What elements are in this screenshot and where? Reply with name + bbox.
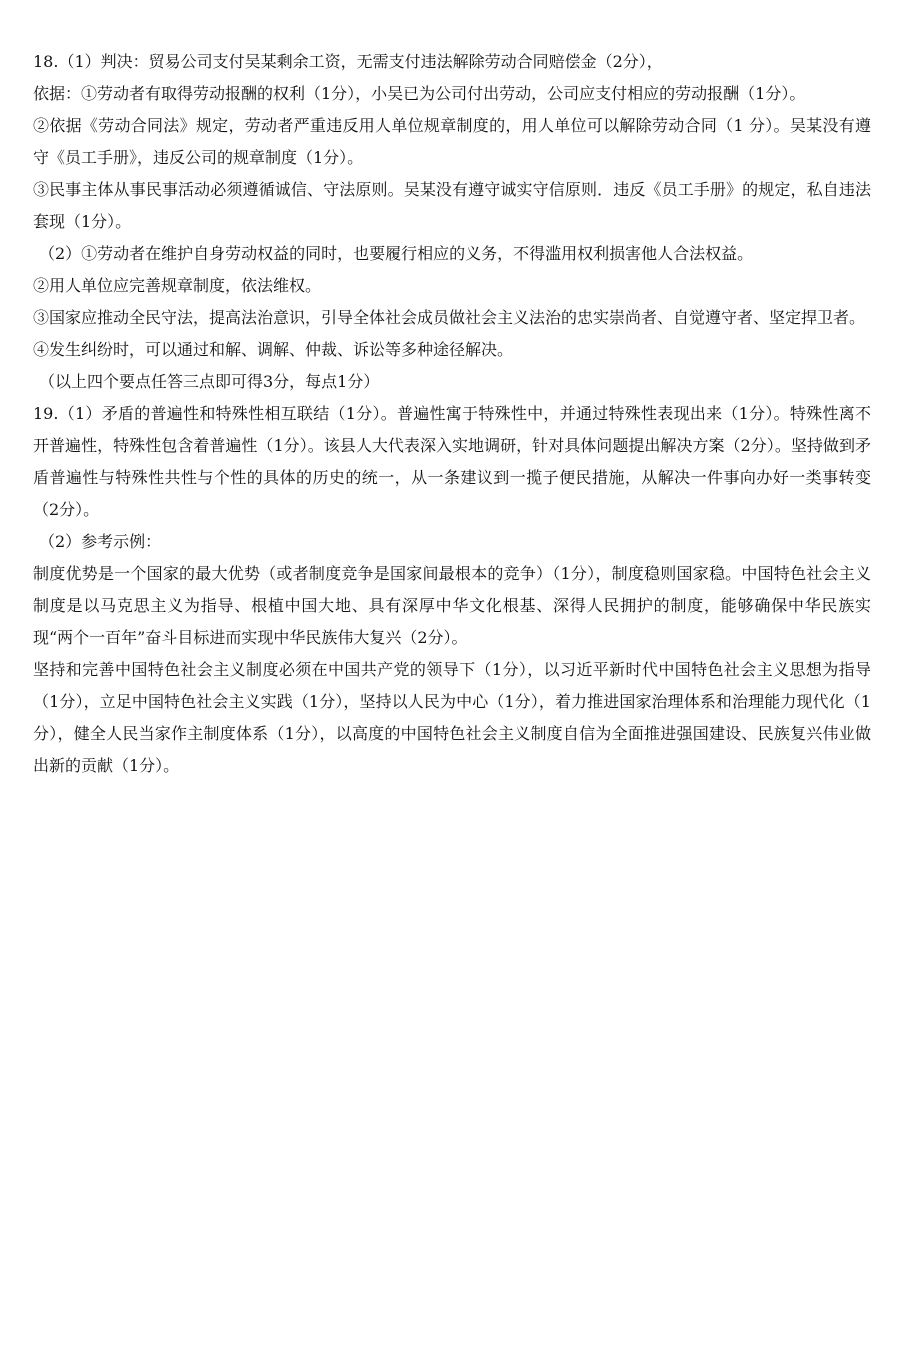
q18-scoring-note: （以上四个要点任答三点即可得3分，每点1分） [39, 372, 380, 391]
q18-part2-point-2: ②用人单位应完善规章制度，依法维权。 [33, 276, 322, 295]
q18-part1-verdict: 18.（1）判决：贸易公司支付吴某剩余工资，无需支付违法解除劳动合同赔偿金（2分）， [33, 52, 663, 71]
q18-basis-1: 依据：①劳动者有取得劳动报酬的权利（1分），小吴已为公司付出劳动，公司应支付相应的劳动报酬（1分）。 [33, 84, 806, 103]
q19-part1: 19.（1）矛盾的普遍性和特殊性相互联结（1分）。普遍性寓于特殊性中，并通过特殊性表现出来（1分）。特殊性离不开普遍性，特殊性包含着普遍性（1分）。该县人大代表深入实地调研，针对具体问题提出解决方案（2分）。坚持做到矛盾普遍性与特殊性共性与个性的具体的历史的统一，从一条建议到一揽子便民措施，从解决一件事向办好一类事转变（2分）。 [33, 404, 871, 519]
q18-part2-point-1: （2）①劳动者在维护自身劳动权益的同时，也要履行相应的义务，不得滥用权利损害他人合法权益。 [39, 244, 754, 263]
q19-part2-heading: （2）参考示例： [39, 532, 162, 551]
q19-part2-para-1: 制度优势是一个国家的最大优势（或者制度竞争是国家间最根本的竞争）（1分），制度稳则国家稳。中国特色社会主义制度是以马克思主义为指导、根植中国大地、具有深厚中华文化根基、深得人民拥护的制度，能够确保中华民族实现“两个一百年”奋斗目标进而实现中华民族伟大复兴（2分）。 [33, 564, 871, 647]
q19-part2-para-2: 坚持和完善中国特色社会主义制度必须在中国共产党的领导下（1分），以习近平新时代中国特色社会主义思想为指导（1分），立足中国特色社会主义实践（1分），坚持以人民为中心（1分），着力推进国家治理体系和治理能力现代化（1分），健全人民当家作主制度体系（1分），以高度的中国特色社会主义制度自信为全面推进强国建设、民族复兴伟业做出新的贡献（1分）。 [33, 660, 871, 775]
q18-basis-3: ③民事主体从事民事活动必须遵循诚信、守法原则。吴某没有遵守诚实守信原则．违反《员工手册》的规定，私自违法套现（1分）。 [33, 180, 871, 231]
q18-part2-point-4: ④发生纠纷时，可以通过和解、调解、仲裁、诉讼等多种途径解决。 [33, 340, 514, 359]
q18-basis-2: ②依据《劳动合同法》规定，劳动者严重违反用人单位规章制度的，用人单位可以解除劳动合同（1 分）。吴某没有遵守《员工手册》，违反公司的规章制度（1分）。 [33, 116, 871, 167]
answer-document [33, 46, 871, 782]
q18-part2-point-3: ③国家应推动全民守法，提高法治意识，引导全体社会成员做社会主义法治的忠实崇尚者、自觉遵守者、坚定捍卫者。 [33, 308, 866, 327]
